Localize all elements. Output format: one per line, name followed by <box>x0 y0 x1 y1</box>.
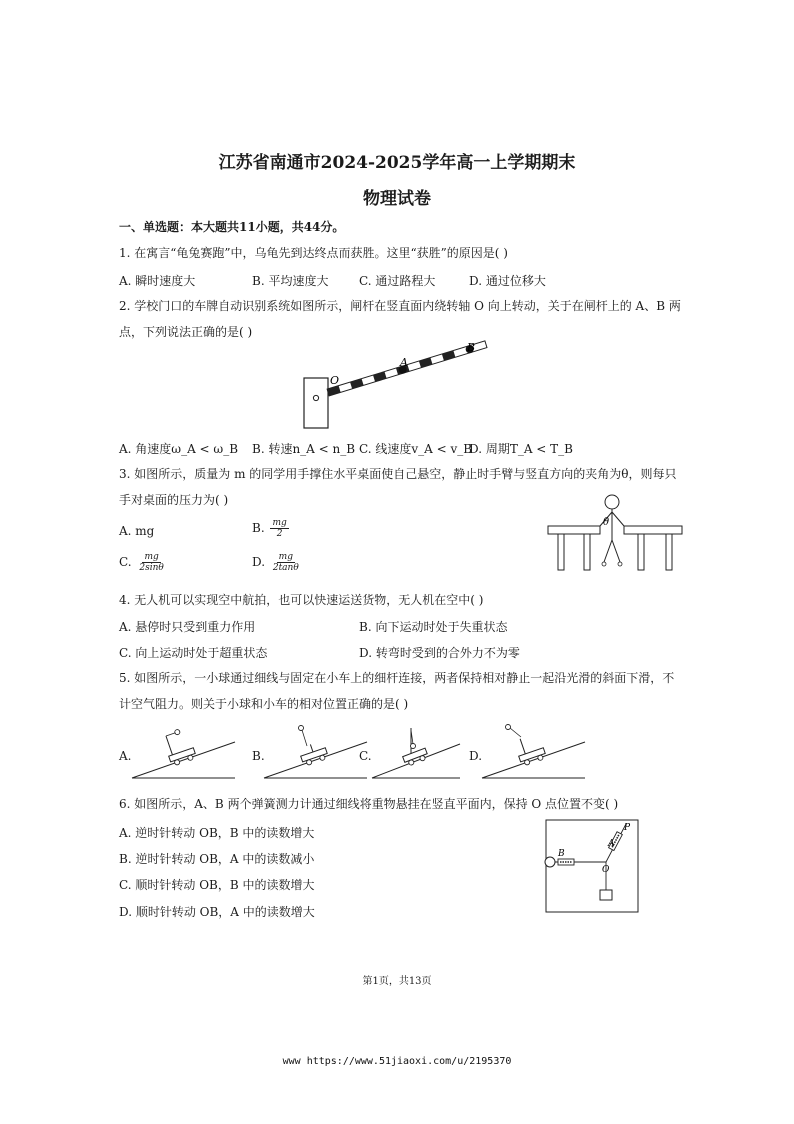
incline-cart-c-diagram <box>370 722 465 782</box>
q3-stem-line2: 手对桌面的压力为( ) <box>119 493 229 507</box>
label-b: B <box>467 341 476 354</box>
q1-option-b: B. 平均速度大 <box>252 274 329 288</box>
label-a: A <box>608 839 615 849</box>
spring-balance-diagram <box>544 818 640 914</box>
label-a: A <box>400 356 408 369</box>
q1-option-c: C. 通过路程大 <box>359 274 436 288</box>
q5-option-c: C. <box>359 749 372 763</box>
q5-option-a: A. <box>119 749 132 763</box>
q5-option-d: D. <box>469 749 483 763</box>
q3-option-c <box>119 552 166 573</box>
q3-option-b <box>252 518 289 539</box>
q5-stem-line2: 计空气阻力。则关于小球和小车的相对位置正确的是( ) <box>119 697 409 711</box>
q3-option-d-label: D. <box>252 555 266 569</box>
q2-option-c: C. 线速度v_A < v_B <box>359 442 473 456</box>
q4-option-d: D. 转弯时受到的合外力不为零 <box>359 646 520 660</box>
label-p: P <box>624 823 631 833</box>
q3-option-b-fraction <box>270 518 288 539</box>
q6-option-b: B. 逆时针转动 OB，A 中的读数减小 <box>119 852 315 866</box>
q5-stem-line1: 5. 如图所示，一小球通过细线与固定在小车上的细杆连接，两者保持相对静止一起沿光滑的斜面下滑，不 <box>119 671 675 685</box>
incline-cart-b-diagram <box>262 722 372 782</box>
tables-person-diagram <box>546 492 686 574</box>
q3-d-numerator: mg <box>278 552 293 562</box>
label-theta: θ <box>603 517 610 528</box>
q6-stem: 6. 如图所示，A、B 两个弹簧测力计通过细线将重物悬挂在竖直平面内，保持 O 点位置不变( ) <box>119 797 619 811</box>
label-o: O <box>602 865 610 875</box>
q3-c-denominator: 2sinθ <box>139 563 164 573</box>
q1-stem: 1. 在寓言“龟兔赛跑”中，乌龟先到达终点而获胜。这里“获胜”的原因是( ) <box>119 246 508 260</box>
incline-cart-a-diagram <box>130 722 240 782</box>
q4-stem: 4. 无人机可以实现空中航拍，也可以快速运送货物，无人机在空中( ) <box>119 593 484 607</box>
label-o: O <box>330 374 340 387</box>
section-heading: 一、单选题：本大题共11小题，共44分。 <box>119 220 345 234</box>
page-number: 第1页，共13页 <box>362 976 432 987</box>
q6-option-c: C. 顺时针转动 OB，B 中的读数增大 <box>119 878 315 892</box>
q2-option-b: B. 转速n_A < n_B <box>252 442 356 456</box>
q3-b-denominator: 2 <box>276 529 283 539</box>
page-subtitle: 物理试卷 <box>363 189 431 209</box>
q2-option-a: A. 角速度ω_A < ω_B <box>119 442 239 456</box>
q1-option-a: A. 瞬时速度大 <box>119 274 196 288</box>
q4-option-a: A. 悬停时只受到重力作用 <box>119 620 256 634</box>
q1-option-d: D. 通过位移大 <box>469 274 546 288</box>
barrier-gate-diagram <box>296 340 496 430</box>
q4-option-c: C. 向上运动时处于超重状态 <box>119 646 268 660</box>
q3-option-b-label: B. <box>252 521 265 535</box>
q2-stem-line1: 2. 学校门口的车牌自动识别系统如图所示，闸杆在竖直面内绕转轴 O 向上转动，关于在闸杆上的 A、B 两 <box>119 299 681 313</box>
q3-option-c-label: C. <box>119 555 132 569</box>
q3-b-numerator: mg <box>272 518 287 528</box>
label-b: B <box>558 849 565 859</box>
q3-option-d <box>252 552 301 573</box>
q2-stem-line2: 点，下列说法正确的是( ) <box>119 325 253 339</box>
q6-option-a: A. 逆时针转动 OB，B 中的读数增大 <box>119 826 315 840</box>
q3-option-d-fraction <box>271 552 301 573</box>
incline-cart-d-diagram <box>480 722 590 782</box>
q6-option-d: D. 顺时针转动 OB，A 中的读数增大 <box>119 905 315 919</box>
q2-option-d: D. 周期T_A < T_B <box>469 442 573 456</box>
q3-d-denominator: 2tanθ <box>272 563 299 573</box>
q3-stem-line1: 3. 如图所示，质量为 m 的同学用手撑住水平桌面使自己悬空，静止时手臂与竖直方向的夹角为θ，则每只 <box>119 467 677 481</box>
q3-option-a: A. mg <box>119 524 155 538</box>
q5-option-b: B. <box>252 749 265 763</box>
q3-c-numerator: mg <box>144 552 159 562</box>
watermark-url: www https://www.51jiaoxi.com/u/2195370 <box>282 1056 512 1067</box>
q3-option-c-fraction <box>137 552 165 573</box>
q4-option-b: B. 向下运动时处于失重状态 <box>359 620 508 634</box>
page-title: 江苏省南通市2024-2025学年高一上学期期末 <box>218 153 576 173</box>
